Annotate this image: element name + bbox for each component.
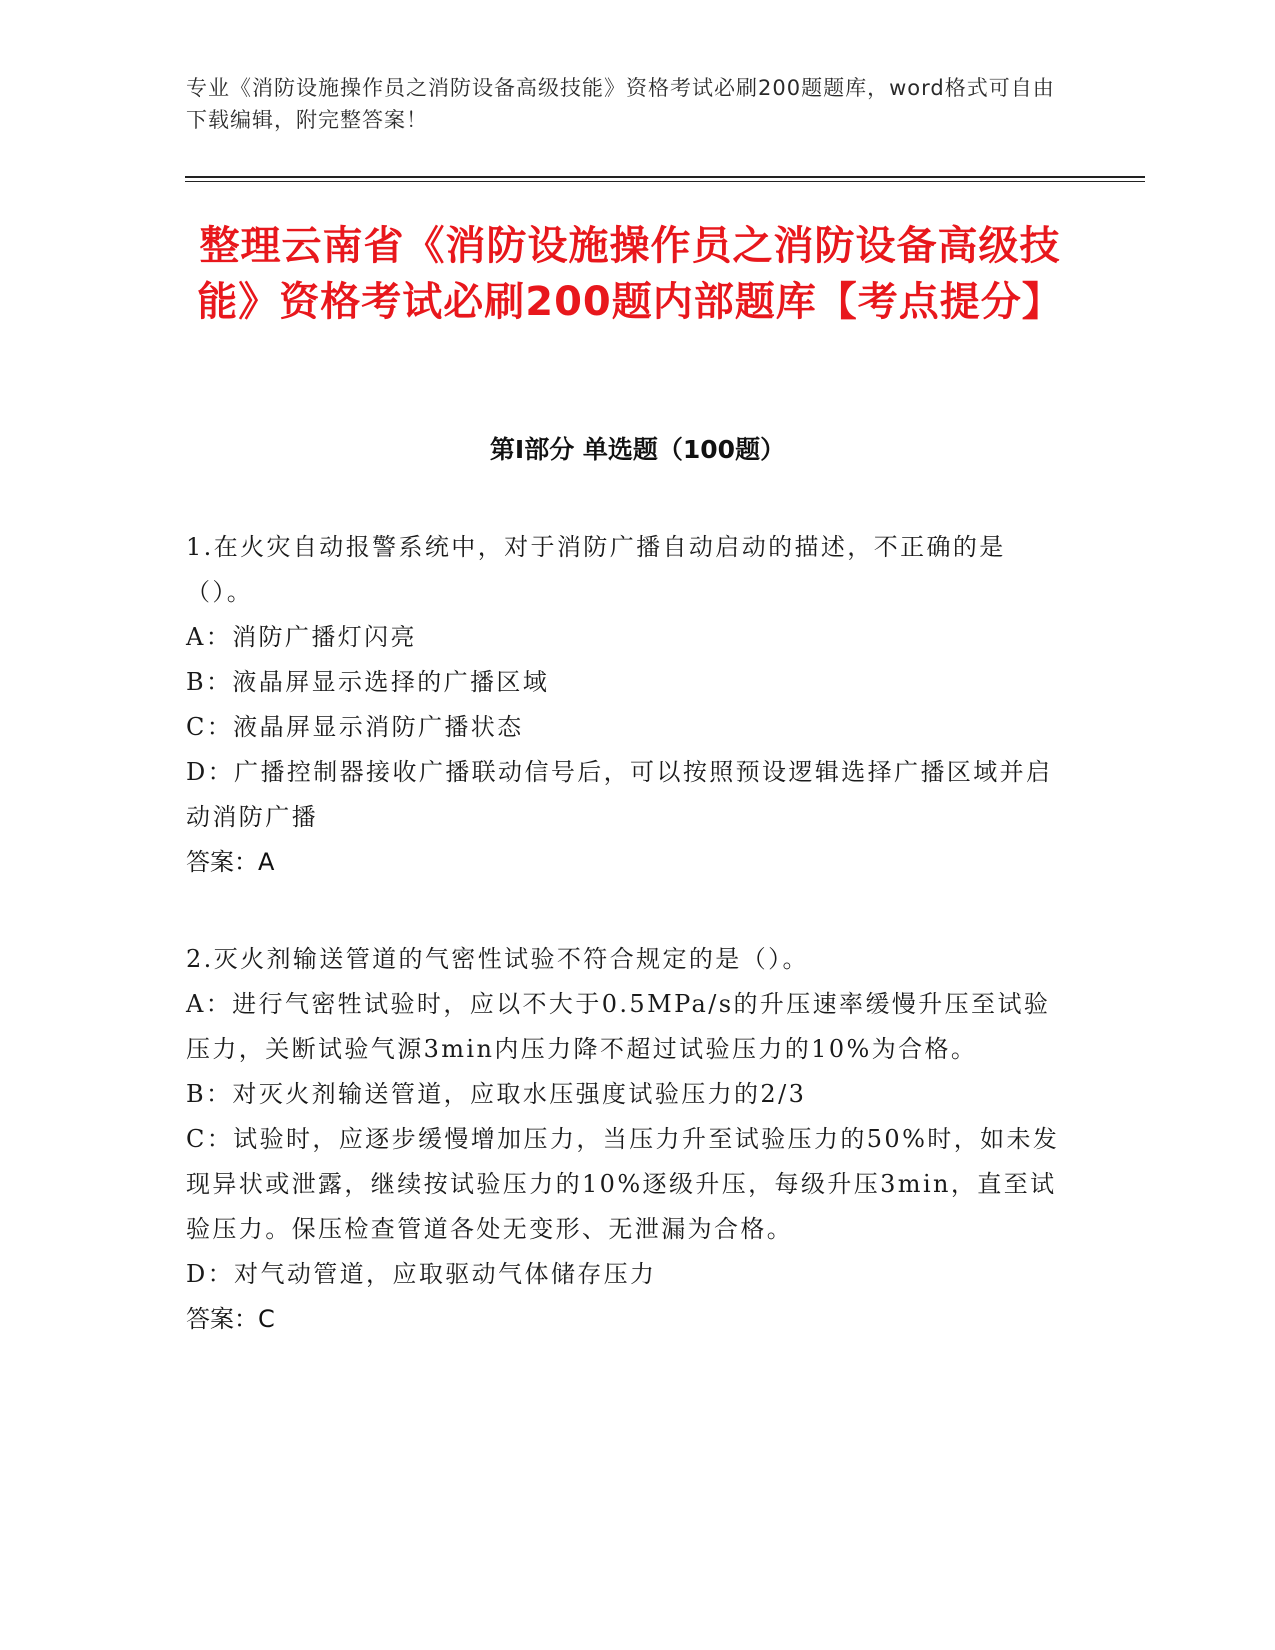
section-title: 第Ⅰ部分 单选题（100题）: [489, 435, 786, 464]
option-c: C：试验时，应逐步缓慢增加压力，当压力升至试验压力的50%时，如未发现异状或泄露，继续按试验压力的10%逐级升压，每级升压3min，直至试验压力。保压检查管道各处无变形、无泄漏为合格。: [186, 1125, 1060, 1243]
option-b: B：对灭火剂输送管道，应取水压强度试验压力的2/3: [186, 1080, 807, 1108]
header-rule-thin: [185, 181, 1145, 182]
option-d: D：对气动管道，应取驱动气体储存压力: [186, 1260, 657, 1288]
question-list: [186, 525, 1066, 1394]
option-d: D：广播控制器接收广播联动信号后，可以按照预设逻辑选择广播区域并启动消防广播: [186, 758, 1053, 831]
header-rule-thick: [185, 176, 1145, 178]
question-stem: 1.在火灾自动报警系统中，对于消防广播自动启动的描述，不正确的是（）。: [186, 533, 1006, 606]
header-note: 专业《消防设施操作员之消防设备高级技能》资格考试必刷200题题库，word格式可自由下载编辑，附完整答案！: [186, 76, 1055, 132]
answer: 答案：C: [186, 1305, 275, 1333]
question-2: [186, 937, 1066, 1342]
option-a: A：进行气密牲试验时，应以不大于0.5MPa/s的升压速率缓慢升压至试验压力，关断试验气源3min内压力降不超过试验压力的10%为合格。: [186, 990, 1051, 1063]
answer: 答案：A: [186, 848, 275, 876]
question-1: [186, 525, 1066, 885]
option-c: C：液晶屏显示消防广播状态: [186, 713, 524, 741]
document-title: 整理云南省《消防设施操作员之消防设备高级技能》资格考试必刷200题内部题库【考点提分】: [197, 223, 1063, 325]
question-stem: 2.灭火剂输送管道的气密性试验不符合规定的是（）。: [186, 945, 809, 973]
option-b: B：液晶屏显示选择的广播区域: [186, 668, 550, 696]
option-a: A：消防广播灯闪亮: [186, 623, 417, 651]
